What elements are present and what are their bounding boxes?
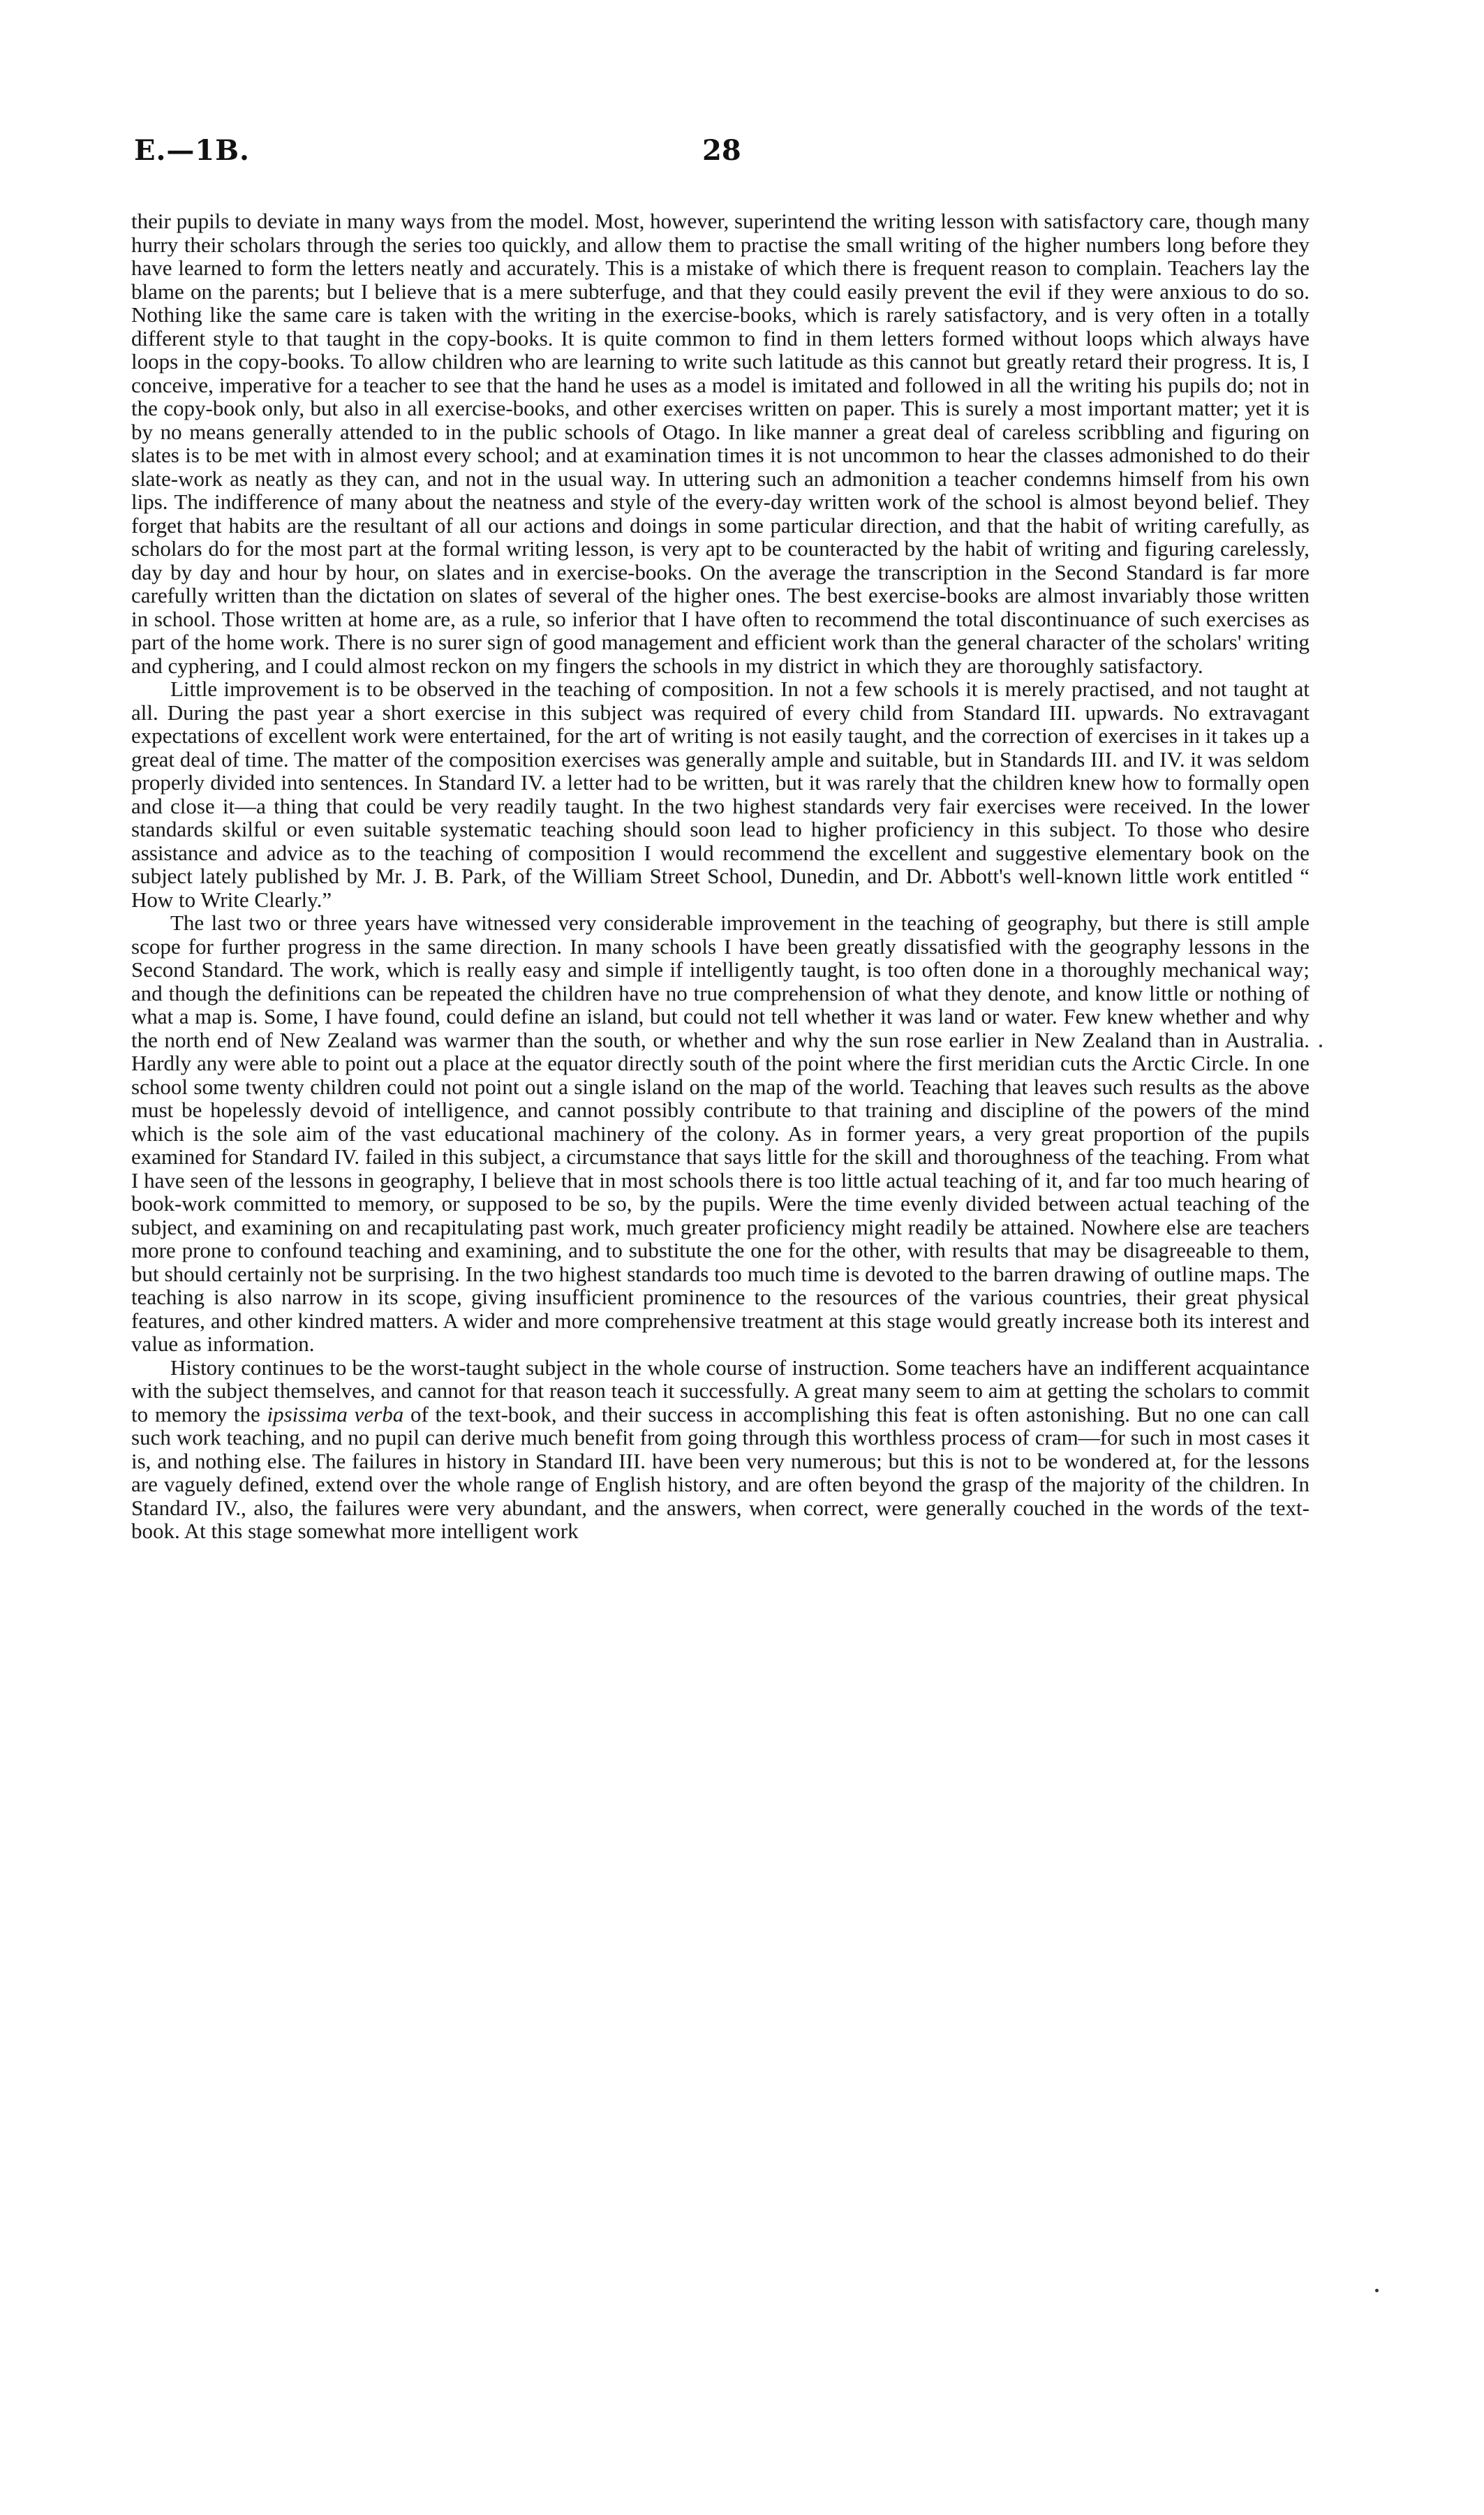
paragraph-history: [131, 1356, 1309, 1543]
print-speck: [1319, 1045, 1322, 1047]
paragraph-writing: their pupils to deviate in many ways from the model. Most, however, superintend the writing lesson with satisfactory care, though many hurry their scholars through the series too quickly, and allow them to practise the small writing of the higher numbers long before they have learned to form the letters neatly and accurately. This is a mistake of which there is frequent reason to complain. Teachers lay the blame on the parents; but I believe that is a mere subterfuge, and that they could easily prevent the evil if they were anxious to do so. Nothing like the same care is taken with the writing in the exercise-books, which is rarely satisfactory, and is very often in a totally different style to that taught in the copy-books. It is quite common to find in them letters formed without loops which always have loops in the copy-books. To allow children who are learning to write such latitude as this cannot but greatly retard their progress. It is, I conceive, imperative for a teacher to see that the hand he uses as a model is imitated and followed in all the writing his pupils do; not in the copy-book only, but also in all exercise-books, and other exercises written on paper. This is surely a most important matter; yet it is by no means generally attended to in the public schools of Otago. In like manner a great deal of careless scribbling and figuring on slates is to be met with in almost every school; and at examination times it is not uncommon to hear the classes admonished to do their slate-work as neatly as they can, and not in the usual way. In uttering such an admonition a teacher condemns himself from his own lips. The indifference of many about the neatness and style of the every-day written work of the school is almost beyond belief. They forget that habits are the resultant of all our actions and doings in some particular direction, and that the habit of writing carefully, as scholars do for the most part at the formal writing lesson, is very apt to be counteracted by the habit of writing and figuring carelessly, day by day and hour by hour, on slates and in exercise-books. On the average the transcription in the Second Standard is far more carefully written than the dictation on slates of several of the higher ones. The best exercise-books are almost invariably those written in school. Those written at home are, as a rule, so inferior that I have often to recommend the total discontinuance of such exercises as part of the home work. There is no surer sign of good management and efficient work than the general character of the scholars' writing and cyphering, and I could almost reckon on my fingers the schools in my district in which they are thoroughly satisfactory.: [131, 209, 1309, 678]
paragraph-geography: The last two or three years have witnessed very considerable improvement in the teaching of geography, but there is still ample scope for further progress in the same direction. In many schools I have been greatly dissatisfied with the geography lessons in the Second Standard. The work, which is really easy and simple if intelligently taught, is too often done in a thoroughly mechanical way; and though the definitions can be repeated the children have no true comprehension of what they denote, and know little or nothing of what a map is. Some, I have found, could define an island, but could not tell whether it was land or water. Few knew whether and why the north end of New Zealand was warmer than the south, or whether and why the sun rose earlier in New Zealand than in Australia. Hardly any were able to point out a place at the equator directly south of the point where the first meridian cuts the Arctic Circle. In one school some twenty children could not point out a single island on the map of the world. Teaching that leaves such results as the above must be hopelessly devoid of intelligence, and cannot possibly contribute to that training and discipline of the powers of the mind which is the sole aim of the vast educational machinery of the colony. As in former years, a very great proportion of the pupils examined for Standard IV. failed in this subject, a circumstance that says little for the skill and thoroughness of the teaching. From what I have seen of the lessons in geography, I believe that in most schools there is too little actual teaching of it, and far too much hearing of book-work committed to memory, or supposed to be so, by the pupils. Were the time evenly divided between actual teaching of the subject, and examining on and recapitulating past work, much greater proficiency might readily be attained. Nowhere else are teachers more prone to confound teaching and examining, and to substitute the one for the other, with results that may be disagreeable to them, but should certainly not be surprising. In the two highest standards too much time is devoted to the barren drawing of outline maps. The teaching is also narrow in its scope, giving insufficient prominence to the resources of the various countries, their great physical features, and other kindred matters. A wider and more comprehensive treatment at this stage would greatly increase both its interest and value as information.: [131, 910, 1309, 1356]
print-speck: [1375, 2289, 1379, 2292]
paragraph-composition: Little improvement is to be observed in the teaching of composition. In not a few schools it is merely practised, and not taught at all. During the past year a short exercise in this subject was required of every child from Standard III. upwards. No extravagant expectations of excellent work were entertained, for the art of writing is not easily taught, and the correction of exercises in it takes up a great deal of time. The matter of the composition exercises was generally ample and suitable, but in Standards III. and IV. it was seldom properly divided into sentences. In Standard IV. a letter had to be written, but it was rarely that the children knew how to formally open and close it—a thing that could be very readily taught. In the two highest standards very fair exercises were received. In the lower standards skilful or even suitable systematic teaching should soon lead to higher proficiency in this subject. To those who desire assistance and advice as to the teaching of composition I would recommend the excellent and suggestive elementary book on the subject lately published by Mr. J. B. Park, of the William Street School, Dunedin, and Dr. Abbott's well-known little work entitled “ How to Write Clearly.”: [131, 677, 1309, 912]
history-text-start: History continues to be the worst-taught subject in the whole course of instruction. Some teachers have an indifferent acquaintance with the subject themselves, and cannot for that reason teach it successfully. A great many seem to aim at getting the scholars to commit to memory the: [131, 1355, 1309, 1426]
history-text-end: of the text-book, and their success in accomplishing this feat is often astonishing. But no one can call such work teaching, and no pupil can derive much benefit from going through this worthless process of cram—for such in most cases it is, and nothing else. The failures in history in Standard III. have been very numerous; but this is not to be wondered at, for the lessons are vaguely defined, extend over the whole range of English history, and are often beyond the grasp of the majority of the children. In Standard IV., also, the failures were very abundant, and the answers, when correct, were generally couched in the words of the text-book. At this stage somewhat more intelligent work: [131, 1401, 1310, 1543]
page-number: 28: [702, 134, 741, 167]
document-reference: E.—1B.: [134, 134, 250, 167]
italic-phrase: ipsissima verba: [267, 1401, 404, 1426]
body-text: [131, 209, 1309, 1543]
